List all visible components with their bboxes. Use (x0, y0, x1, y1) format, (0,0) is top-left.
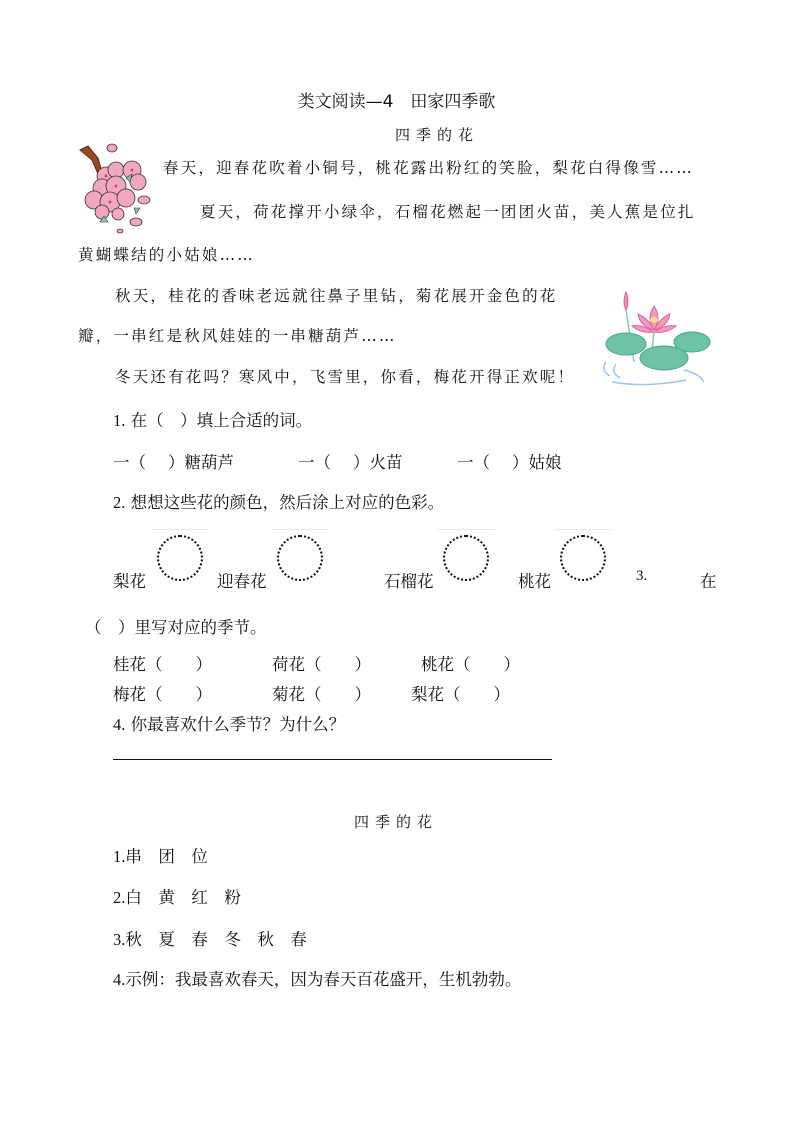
answers-title: 四季的花 (354, 813, 439, 831)
lotus-flower-icon (596, 284, 714, 388)
answer-4-text: 示例：我最喜欢春天，因为春天百花盛开，生机勃勃。 (125, 970, 522, 989)
flower-label-pomegranate: 石榴花 (384, 572, 434, 591)
q3-blank-peach[interactable]: 桃花（ ） (421, 655, 520, 674)
answer-2 (113, 884, 241, 908)
q3-blank-chrysanthemum[interactable]: 菊花（ ） (272, 685, 371, 704)
q3-blank-osmanthus[interactable]: 桂花（ ） (113, 655, 212, 674)
question-3-number: 3. (636, 568, 648, 584)
passage-paragraph-winter: 冬天还有花吗？寒风中，飞雪里，你看，梅花开得正欢呢！ (115, 368, 576, 386)
passage-title: 四季的花 (395, 126, 480, 144)
question-4-number: 4. (113, 715, 126, 734)
answer-line[interactable] (113, 759, 552, 760)
q1-blank-2[interactable] (298, 449, 403, 473)
question-1-text: 在（ ）填上合适的词。 (130, 411, 313, 430)
question-4 (113, 711, 345, 735)
passage-paragraph-spring: 春天，迎春花吹着小铜号，桃花露出粉红的笑脸，梨花白得像雪…… (163, 159, 695, 177)
question-3-text: （ ）里写对应的季节。 (85, 618, 267, 637)
answer-2-number: 2. (113, 888, 126, 907)
question-3-text-start: 在 (700, 572, 717, 591)
answer-3 (113, 926, 307, 950)
answer-2-text: 白 黄 红 粉 (125, 888, 241, 907)
answer-3-number: 3. (113, 930, 126, 949)
answer-4-number: 4. (113, 970, 126, 989)
q3-blank-plum[interactable]: 梅花（ ） (113, 685, 212, 704)
question-2-number: 2. (113, 493, 126, 512)
answer-4 (113, 966, 521, 990)
question-1-number: 1. (113, 411, 126, 430)
q1-blank-3[interactable] (457, 449, 562, 473)
question-4-text: 你最喜欢什么季节？为什么？ (130, 715, 346, 734)
color-circle-peach[interactable] (560, 535, 606, 581)
answer-1-number: 1. (113, 847, 126, 866)
flower-label-peach: 桃花 (518, 572, 551, 591)
passage-paragraph-summer-line2: 黄蝴蝶结的小姑娘…… (78, 246, 256, 264)
passage-paragraph-autumn-line1: 秋天，桂花的香味老远就往鼻子里钻，菊花展开金色的花 (115, 287, 558, 305)
flower-label-winter-jasmine: 迎春花 (217, 572, 267, 591)
flower-label-pear: 梨花 (113, 572, 146, 591)
answer-1 (113, 843, 208, 867)
color-circle-winter-jasmine[interactable] (277, 535, 323, 581)
question-2 (113, 489, 444, 513)
page-title: 类文阅读—4 田家四季歌 (297, 92, 496, 112)
passage-paragraph-autumn-line2: 瓣，一串红是秋风娃娃的一串糖葫芦…… (78, 327, 397, 345)
answer-3-text: 秋 夏 春 冬 秋 春 (125, 930, 307, 949)
question-2-text: 想想这些花的颜色，然后涂上对应的色彩。 (130, 493, 445, 512)
question-1 (113, 407, 312, 431)
answer-1-text: 串 团 位 (125, 847, 208, 866)
q3-blank-pear[interactable]: 梨花（ ） (411, 685, 510, 704)
cherry-blossom-icon (76, 142, 154, 234)
q1-blank-1[interactable] (113, 449, 234, 473)
passage-paragraph-summer-line1: 夏天，荷花撑开小绿伞，石榴花燃起一团团火苗，美人蕉是位扎 (200, 203, 696, 221)
q1-blank-3-prefix: 一（ (457, 453, 490, 472)
q1-blank-2-prefix: 一（ (298, 453, 331, 472)
q1-blank-1-suffix: ）糖葫芦 (168, 453, 234, 472)
q1-blank-1-prefix: 一（ (113, 453, 146, 472)
color-circle-pear[interactable] (157, 535, 203, 581)
q1-blank-3-suffix: ）姑娘 (512, 453, 562, 472)
color-circle-pomegranate[interactable] (443, 535, 489, 581)
q3-blank-lotus[interactable]: 荷花（ ） (272, 655, 371, 674)
q1-blank-2-suffix: ）火苗 (353, 453, 403, 472)
